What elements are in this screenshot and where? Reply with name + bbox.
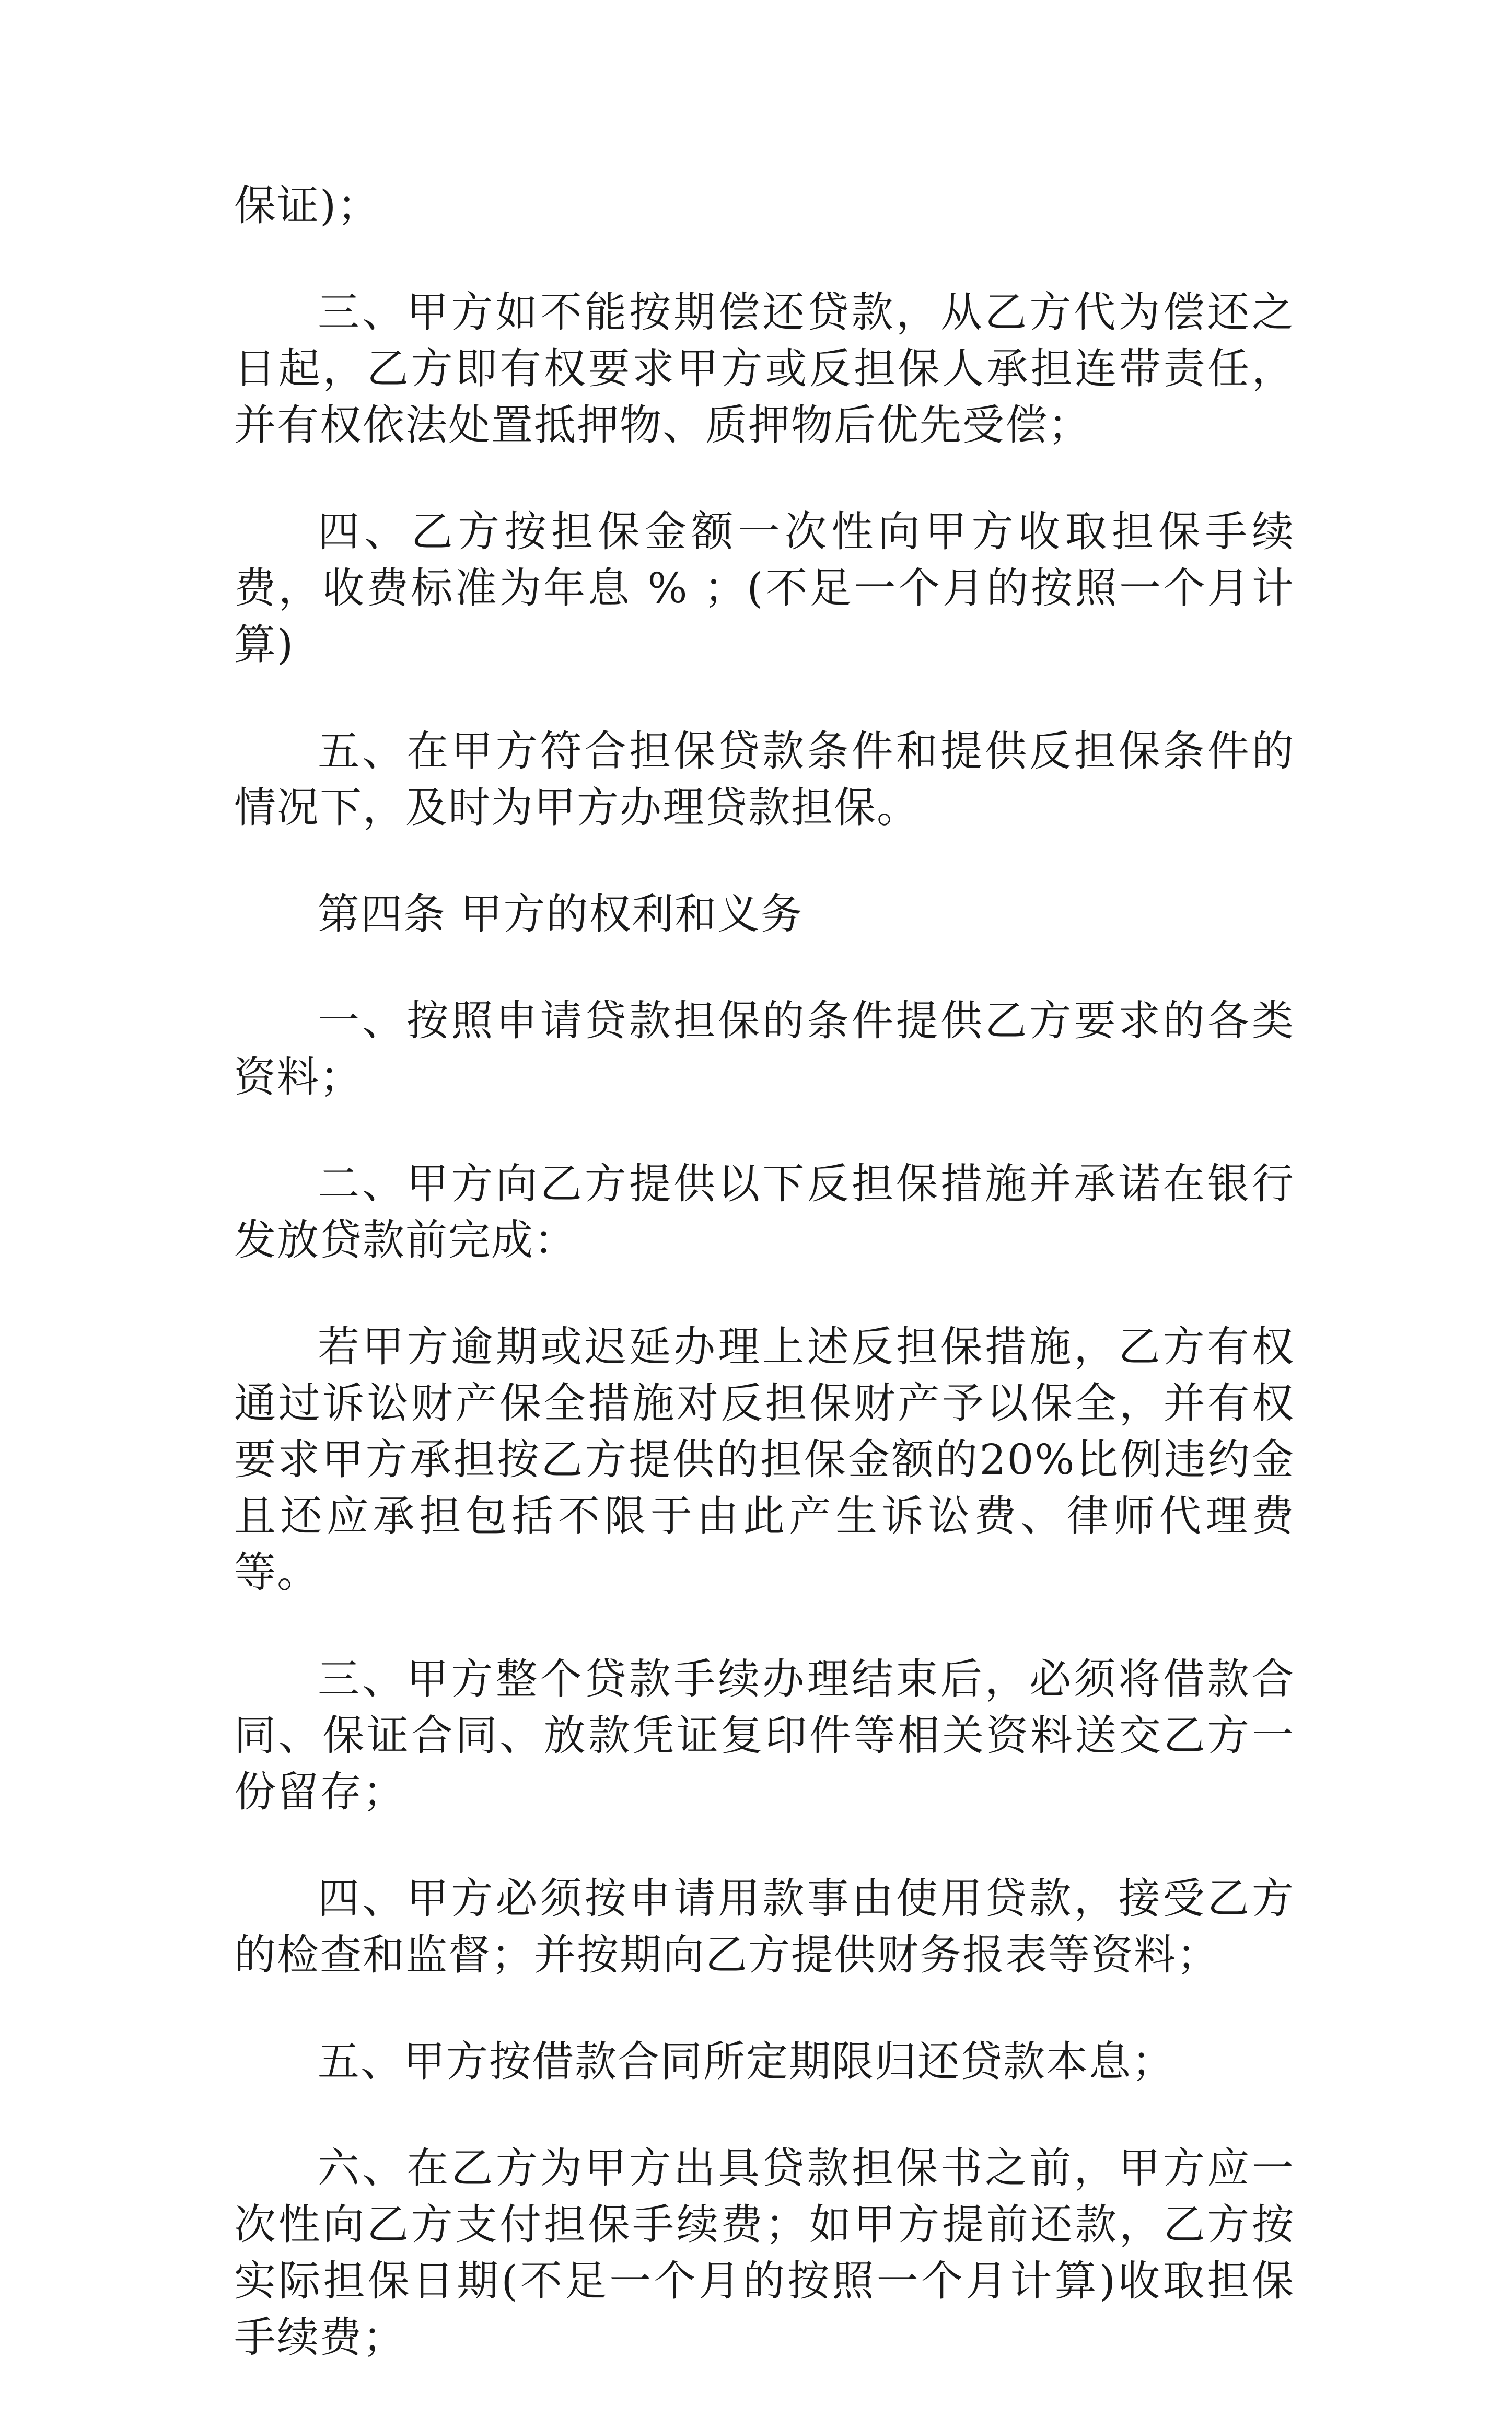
paragraph-clause-4: 四、乙方按担保金额一次性向甲方收取担保手续费，收费标准为年息 % ；(不足一个月的按照一个月计算)	[234, 507, 1295, 669]
paragraph-obligation-1: 一、按照申请贷款担保的条件提供乙方要求的各类资料；	[234, 996, 1295, 1101]
paragraph-obligation-6: 六、在乙方为甲方出具贷款担保书之前，甲方应一次性向乙方支付担保手续费；如甲方提前还款，乙方按实际担保日期(不足一个月的按照一个月计算)收取担保手续费；	[234, 2144, 1295, 2362]
paragraph-penalty: 若甲方逾期或迟延办理上述反担保措施，乙方有权通过诉讼财产保全措施对反担保财产予以保全，并有权要求甲方承担按乙方提供的担保金额的20%比例违约金且还应承担包括不限于由此产生诉讼费、律师代理费等。	[234, 1322, 1295, 1597]
paragraph-clause-5: 五、在甲方符合担保贷款条件和提供反担保条件的情况下，及时为甲方办理贷款担保。	[234, 727, 1295, 832]
paragraph-clause-3: 三、甲方如不能按期偿还贷款，从乙方代为偿还之日起，乙方即有权要求甲方或反担保人承担连带责任，并有权依法处置抵押物、质押物后优先受偿；	[234, 288, 1295, 449]
paragraph-obligation-4: 四、甲方必须按申请用款事由使用贷款，接受乙方的检查和监督；并按期向乙方提供财务报表等资料；	[234, 1874, 1295, 1979]
paragraph-continuation: 保证)；	[234, 181, 380, 230]
section-heading-article-4: 第四条 甲方的权利和义务	[318, 890, 804, 938]
paragraph-obligation-3: 三、甲方整个贷款手续办理结束后，必须将借款合同、保证合同、放款凭证复印件等相关资料送交乙方一份留存；	[234, 1655, 1295, 1816]
document-page	[234, 178, 1295, 2416]
paragraph-obligation-2: 二、甲方向乙方提供以下反担保措施并承诺在银行发放贷款前完成：	[234, 1159, 1295, 1264]
paragraph-obligation-5: 五、甲方按借款合同所定期限归还贷款本息；	[318, 2037, 1174, 2086]
